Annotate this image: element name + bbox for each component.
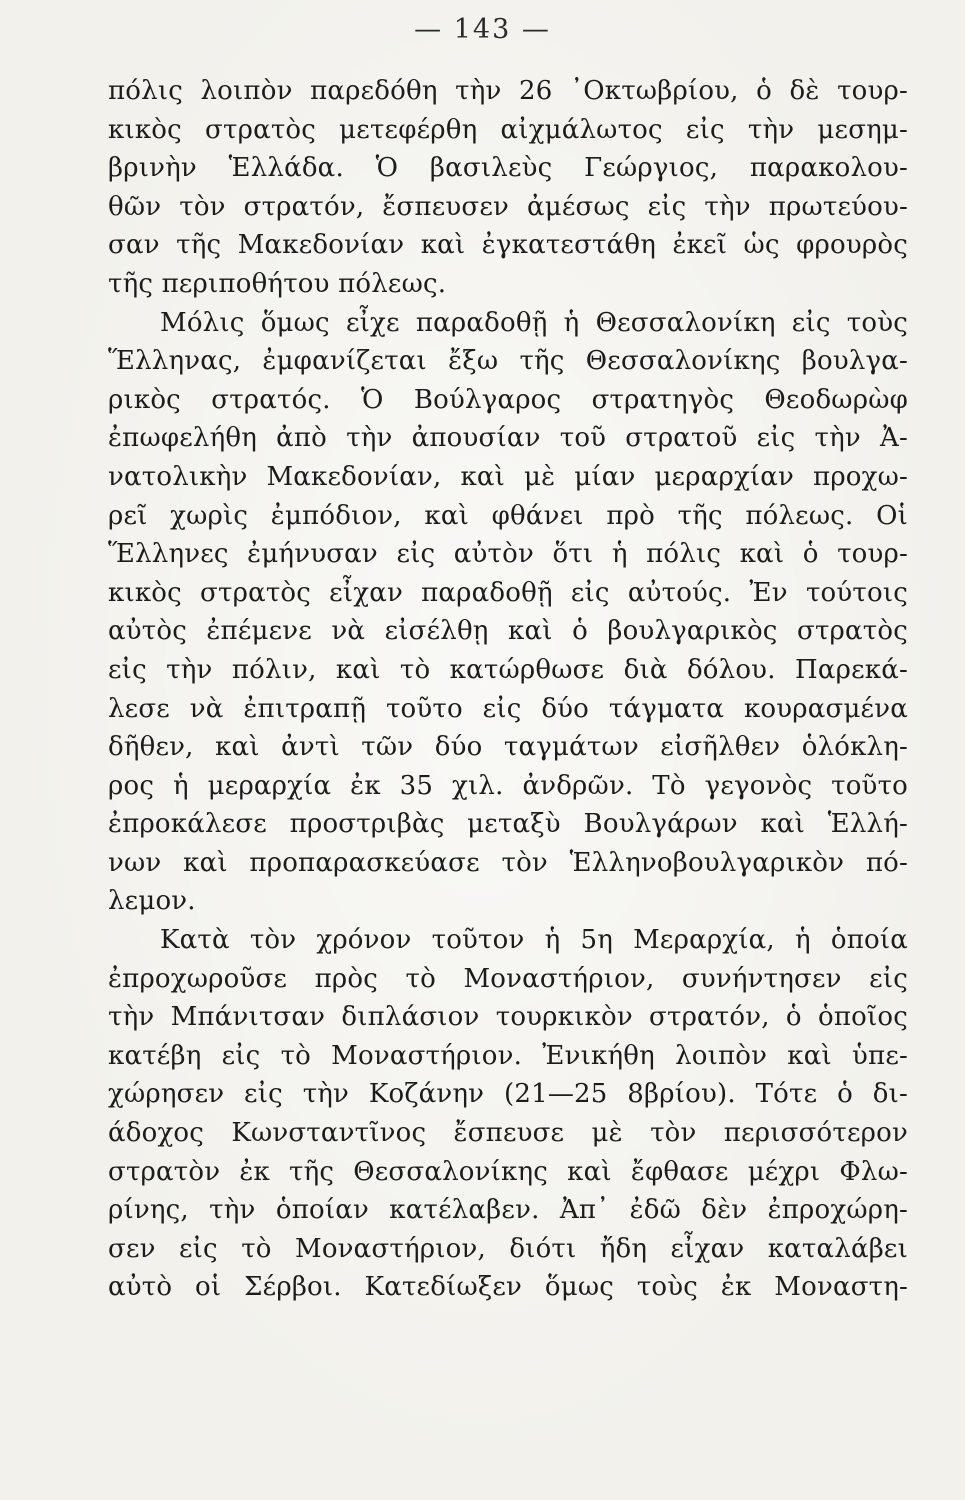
text-line: πόλις λοιπὸν παρεδόθη τὴν 26 ᾿Οκτωβρίου, ὁ δὲ τουρ- bbox=[108, 76, 908, 106]
text-line: άδοχος Κωνσταντῖνος ἔσπευσε μὲ τὸν περισσότερον bbox=[108, 1118, 908, 1149]
text-line: λεμον. bbox=[108, 886, 196, 917]
text-line: αὐτὸς ἐπέμενε νὰ εἰσέλθῃ καὶ ὁ βουλγαρικὸς στρατὸς bbox=[108, 616, 908, 647]
text-line: Μόλις ὅμως εἶχε παραδοθῇ ἡ Θεσσαλονίκη εἰς τοὺς bbox=[160, 307, 908, 338]
text-line: νατολικὴν Μακεδονίαν, καὶ μὲ μίαν μεραρχίαν προχω- bbox=[108, 461, 908, 492]
text-line: θῶν τὸν στρατόν, ἔσπευσεν ἀμέσως εἰς τὴν πρωτεύου- bbox=[108, 191, 908, 222]
text-line: δῆθεν, καὶ ἀντὶ τῶν δύο ταγμάτων εἰσῆλθεν ὁλόκλη- bbox=[108, 732, 908, 763]
text-line: ρος ἡ μεραρχία ἐκ 35 χιλ. ἀνδρῶν. Τὸ γεγονὸς τοῦτο bbox=[108, 770, 908, 801]
text-line: Ἕλληνες ἐμήνυσαν εἰς αὐτὸν ὅτι ἡ πόλις καὶ ὁ τουρ- bbox=[108, 539, 908, 570]
text-line: τῆς περιποθήτου πόλεως. bbox=[108, 268, 447, 299]
text-line: ἐπροκάλεσε προστριβὰς μεταξὺ Βουλγάρων καὶ Ἑλλή- bbox=[108, 809, 908, 840]
text-line: κατέβη εἰς τὸ Μοναστήριον. Ἐνικήθη λοιπὸν καὶ ὑπε- bbox=[108, 1040, 908, 1071]
text-line: νων καὶ προπαρασκεύασε τὸν Ἑλληνοβουλγαρικὸν πό- bbox=[108, 847, 908, 878]
text-line: ἐπωφελήθη ἀπὸ τὴν ἀπουσίαν τοῦ στρατοῦ εἰς τὴν Ἀ- bbox=[108, 423, 908, 454]
text-line: ρεῖ χωρὶς ἐμπόδιον, καὶ φθάνει πρὸ τῆς πόλεως. Οἱ bbox=[108, 500, 908, 531]
text-line: σαν τῆς Μακεδονίαν καὶ ἐγκατεστάθη ἐκεῖ ὡς φρουρὸς bbox=[108, 230, 908, 261]
text-line: τὴν Μπάνιτσαν διπλάσιον τουρκικὸν στρατόν, ὁ ὁποῖος bbox=[108, 1002, 908, 1033]
text-line: λεσε νὰ ἐπιτραπῇ τοῦτο εἰς δύο τάγματα κουρασμένα bbox=[108, 693, 908, 724]
body-text bbox=[108, 72, 908, 1307]
text-line: χώρησεν εἰς τὴν Κοζάνην (21—25 8βρίου). Τότε ὁ δι- bbox=[108, 1079, 908, 1110]
text-line: ἐπροχωροῦσε πρὸς τὸ Μοναστήριον, συνήντησεν εἰς bbox=[108, 963, 908, 994]
text-line: ρίνης, τὴν ὁποίαν κατέλαβεν. Ἀπ᾿ ἐδῶ δὲν ἐπροχώρη- bbox=[108, 1195, 908, 1226]
text-line: βρινὴν Ἑλλάδα. Ὁ βασιλεὺς Γεώργιος, παρακολου- bbox=[108, 153, 908, 184]
text-line: ρικὸς στρατός. Ὁ Βούλγαρος στρατηγὸς Θεοδωρὼφ bbox=[108, 384, 908, 415]
text-line: κικὸς στρατὸς εἶχαν παραδοθῇ εἰς αὐτούς. Ἐν τούτοις bbox=[108, 577, 908, 608]
page-number: — 143 — bbox=[414, 14, 551, 45]
text-line: αὐτὸ οἱ Σέρβοι. Κατεδίωξεν ὅμως τοὺς ἐκ Μοναστη- bbox=[108, 1272, 908, 1303]
text-line: στρατὸν ἐκ τῆς Θεσσαλονίκης καὶ ἔφθασε μέχρι Φλω- bbox=[108, 1156, 908, 1187]
text-line: σεν εἰς τὸ Μοναστήριον, διότι ἤδη εἶχαν καταλάβει bbox=[108, 1233, 908, 1264]
text-line: Ἕλληνας, ἐμφανίζεται ἔξω τῆς Θεσσαλονίκης βουλγα- bbox=[108, 346, 908, 377]
text-line: κικὸς στρατὸς μετεφέρθη αἰχμάλωτος εἰς τὴν μεσημ- bbox=[108, 114, 908, 145]
text-line: Κατὰ τὸν χρόνον τοῦτον ἡ 5η Μεραρχία, ἡ ὁποία bbox=[160, 925, 908, 956]
text-line: εἰς τὴν πόλιν, καὶ τὸ κατώρθωσε διὰ δόλου. Παρεκά- bbox=[108, 654, 908, 685]
